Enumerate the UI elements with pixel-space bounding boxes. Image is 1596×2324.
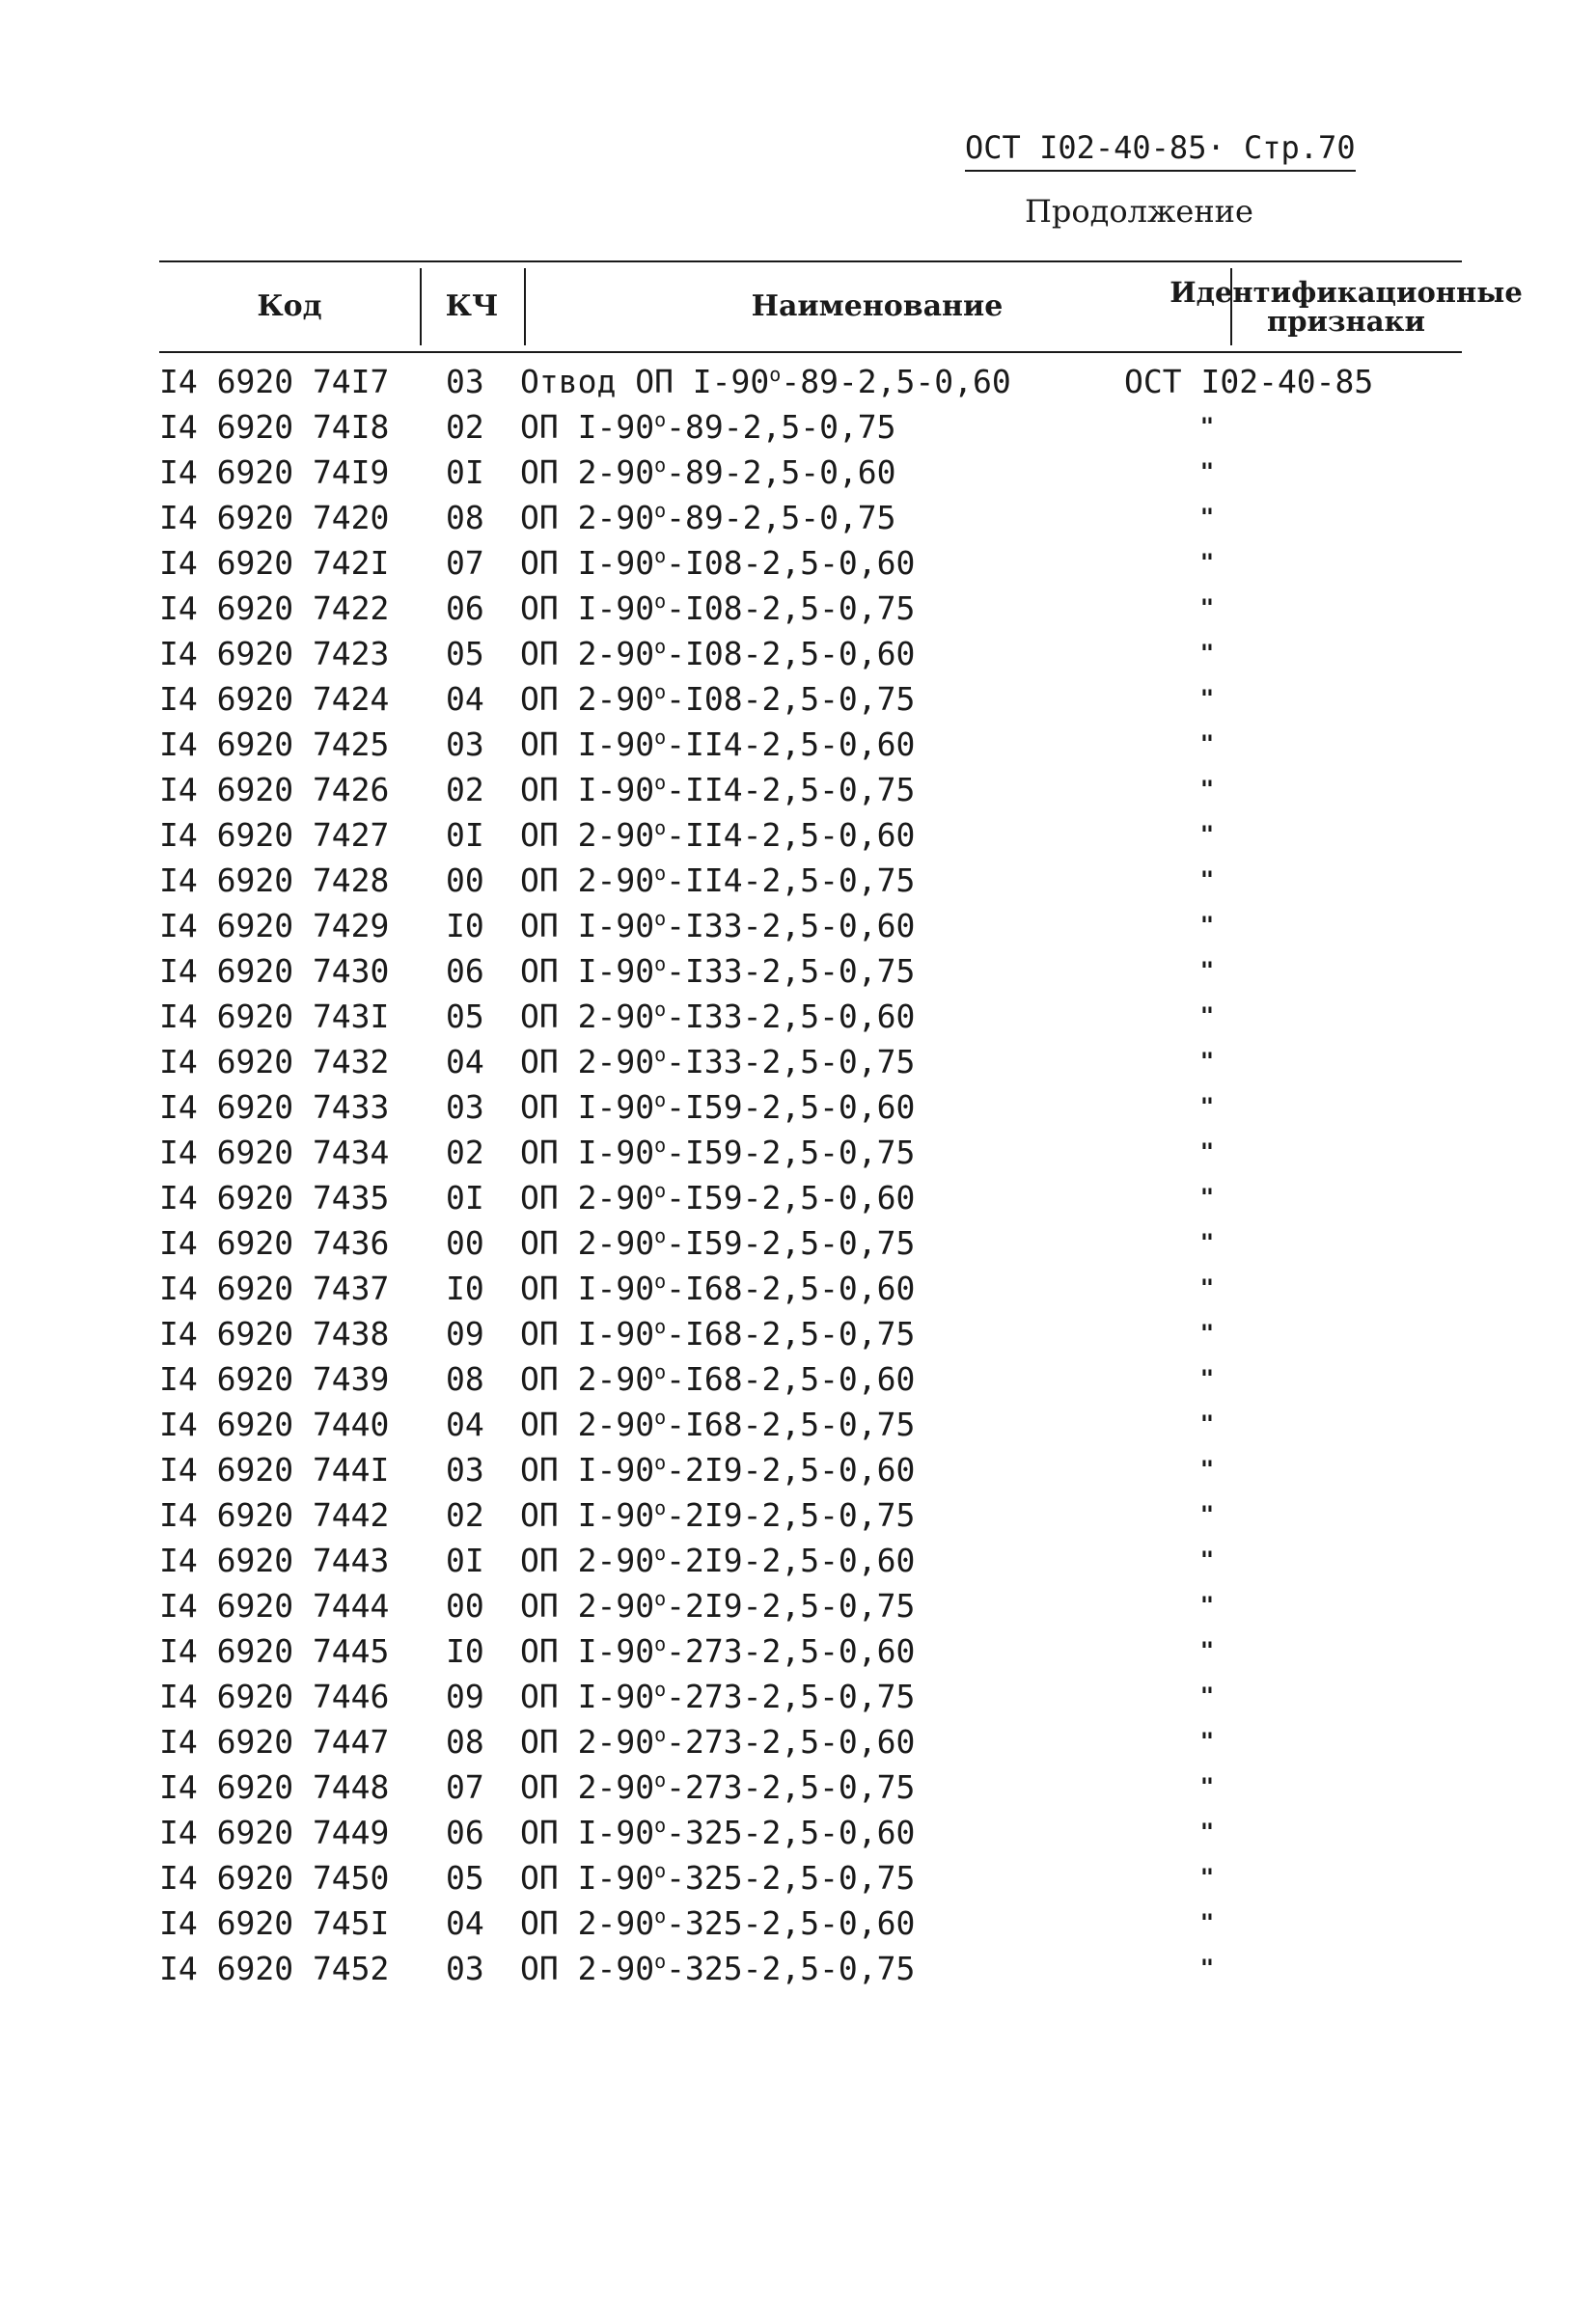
cell-kch: 05 [446,998,484,1035]
cell-kch: 03 [446,725,484,763]
degree-mark: o [654,1768,667,1791]
name-prefix: ОП I-90 [520,408,655,446]
name-prefix: ОП 2-90 [520,453,655,491]
degree-mark: o [654,861,667,885]
name-prefix: ОП 2-90 [520,1360,655,1398]
degree-mark: o [654,1814,667,1837]
table-row [159,1084,1462,1130]
cell-code: I4 6920 7429 [159,907,390,944]
column-header-code: Код [257,289,322,323]
degree-mark: o [654,725,667,749]
cell-ident-ditto: " [1199,912,1215,939]
degree-mark: o [654,816,667,839]
name-prefix: ОП 2-90 [520,680,655,718]
name-prefix: Отвод ОП I-90 [520,363,770,400]
table-row [159,495,1462,540]
name-suffix: -II4-2,5-0,60 [666,816,916,854]
cell-name [520,1039,1215,1084]
name-suffix: -325-2,5-0,75 [666,1950,916,1987]
degree-mark: o [654,1088,667,1111]
name-suffix: -I08-2,5-0,60 [666,544,916,582]
cell-kch: 08 [446,499,484,536]
cell-name [520,404,1215,450]
table-row [159,586,1462,631]
cell-code: I4 6920 7449 [159,1814,390,1851]
cell-name [520,631,1215,676]
table-row [159,1628,1462,1674]
cell-code: I4 6920 7428 [159,861,390,899]
cell-name [520,1719,1215,1764]
cell-ident-ditto: " [1199,1274,1215,1301]
cell-name [520,1447,1215,1492]
cell-ident-ditto: " [1199,549,1215,576]
name-suffix: -325-2,5-0,60 [666,1814,916,1851]
degree-mark: o [654,1270,667,1293]
degree-mark: o [654,998,667,1021]
name-prefix: ОП I-90 [520,1451,655,1489]
cell-name [520,1583,1215,1628]
cell-name [520,1628,1215,1674]
cell-code: I4 6920 7420 [159,499,390,536]
table-row [159,1402,1462,1447]
name-suffix: -273-2,5-0,60 [666,1723,916,1761]
cell-code: I4 6920 7445 [159,1632,390,1670]
name-suffix: -I08-2,5-0,60 [666,635,916,672]
cell-kch: 00 [446,1587,484,1625]
table-row [159,903,1462,948]
cell-kch: 04 [446,1043,484,1080]
table-row [159,722,1462,767]
table-row [159,1538,1462,1583]
cell-ident-ditto: " [1199,1909,1215,1936]
cell-kch: 05 [446,1859,484,1897]
cell-ident-ditto: " [1199,1773,1215,1800]
cell-kch: 07 [446,544,484,582]
name-suffix: -II4-2,5-0,60 [666,725,916,763]
cell-name [520,994,1215,1039]
cell-ident-ditto: " [1199,1682,1215,1709]
degree-mark: o [654,1360,667,1383]
degree-mark: o [654,408,667,431]
cell-code: I4 6920 7422 [159,589,390,627]
name-suffix: -I59-2,5-0,60 [666,1179,916,1217]
cell-name [520,1674,1215,1719]
cell-code: I4 6920 7440 [159,1406,390,1443]
degree-mark: o [654,635,667,658]
column-header-kch: КЧ [445,289,499,323]
name-prefix: ОП 2-90 [520,816,655,854]
cell-ident-ditto: " [1199,1546,1215,1573]
name-prefix: ОП I-90 [520,1496,655,1534]
cell-name [520,767,1215,812]
table-row [159,1039,1462,1084]
name-suffix: -89-2,5-0,75 [666,499,896,536]
cell-name [520,1492,1215,1538]
cell-code: I4 6920 7430 [159,952,390,990]
name-suffix: -273-2,5-0,60 [666,1632,916,1670]
cell-ident-ditto: " [1199,1184,1215,1211]
name-prefix: ОП I-90 [520,952,655,990]
name-prefix: ОП 2-90 [520,861,655,899]
table-row [159,1311,1462,1356]
cell-ident-ditto: " [1199,1728,1215,1755]
table-row [159,1764,1462,1810]
name-suffix: -I68-2,5-0,75 [666,1315,916,1353]
degree-mark: o [654,499,667,522]
cell-kch: 08 [446,1723,484,1761]
cell-name [520,495,1215,540]
cell-name [520,1084,1215,1130]
cell-code: I4 6920 7450 [159,1859,390,1897]
cell-ident-ditto: " [1199,413,1215,440]
cell-code: I4 6920 7438 [159,1315,390,1353]
cell-ident-ditto: " [1199,1864,1215,1891]
cell-kch: 00 [446,861,484,899]
cell-name [520,722,1215,767]
degree-mark: o [654,1632,667,1655]
cell-name [520,1810,1215,1855]
cell-ident-ditto: " [1199,730,1215,757]
degree-mark: o [654,1496,667,1519]
cell-name [520,948,1215,994]
name-prefix: ОП I-90 [520,1134,655,1171]
cell-ident-ditto: " [1199,1456,1215,1483]
table-row [159,450,1462,495]
cell-code: I4 6920 74I7 [159,363,390,400]
cell-kch: 04 [446,1904,484,1942]
cell-kch: 03 [446,1088,484,1126]
cell-ident-ditto: " [1199,821,1215,848]
degree-mark: o [654,1224,667,1247]
name-prefix: ОП 2-90 [520,1179,655,1217]
table-row [159,1900,1462,1946]
cell-code: I4 6920 7447 [159,1723,390,1761]
cell-code: I4 6920 74I9 [159,453,390,491]
cell-kch: 02 [446,1496,484,1534]
degree-mark: o [654,771,667,794]
degree-mark: o [654,1315,667,1338]
name-suffix: -325-2,5-0,60 [666,1904,916,1942]
table-row [159,1674,1462,1719]
cell-code: I4 6920 7443 [159,1542,390,1579]
cell-code: I4 6920 7423 [159,635,390,672]
cell-kch: 09 [446,1315,484,1353]
table-row [159,1583,1462,1628]
degree-mark: o [654,1134,667,1157]
cell-ident-ditto: " [1199,685,1215,712]
cell-ident-ditto: " [1199,1637,1215,1664]
table-row [159,1130,1462,1175]
cell-ident-ditto: " [1199,1138,1215,1165]
cell-ident-ditto: " [1199,1048,1215,1075]
degree-mark: o [654,952,667,975]
table-body [159,359,1462,1991]
name-suffix: -I59-2,5-0,75 [666,1224,916,1262]
cell-kch: 0I [446,816,484,854]
name-prefix: ОП 2-90 [520,1904,655,1942]
cell-ident-ditto: " [1199,1002,1215,1029]
cell-kch: 08 [446,1360,484,1398]
table-row [159,1810,1462,1855]
name-prefix: ОП I-90 [520,1315,655,1353]
cell-name [520,1130,1215,1175]
degree-mark: o [654,1950,667,1973]
cell-name [520,858,1215,903]
name-suffix: -I33-2,5-0,60 [666,998,916,1035]
name-prefix: ОП I-90 [520,907,655,944]
cell-kch: 06 [446,952,484,990]
table-row [159,1447,1462,1492]
degree-mark: o [654,1723,667,1746]
degree-mark: o [654,1406,667,1429]
cell-ident-ditto: " [1199,1592,1215,1619]
name-suffix: -I68-2,5-0,60 [666,1270,916,1307]
cell-code: I4 6920 7426 [159,771,390,808]
cell-name [520,1266,1215,1311]
degree-mark: o [654,1179,667,1202]
table-row [159,1946,1462,1991]
cell-code: I4 6920 7425 [159,725,390,763]
name-prefix: ОП I-90 [520,1814,655,1851]
cell-ident-ditto: " [1199,1410,1215,1437]
degree-mark: o [654,1043,667,1066]
cell-name [520,1356,1215,1402]
name-suffix: -II4-2,5-0,75 [666,771,916,808]
cell-code: I4 6920 7433 [159,1088,390,1126]
cell-name [520,359,1215,404]
name-suffix: -I59-2,5-0,60 [666,1088,916,1126]
column-header-name: Наименование [751,289,1004,323]
cell-kch: I0 [446,1270,484,1307]
cell-name [520,1311,1215,1356]
name-prefix: ОП 2-90 [520,1043,655,1080]
specification-table [159,260,1523,1991]
table-row [159,994,1462,1039]
cell-ident-ditto: " [1199,1501,1215,1528]
table-row [159,1175,1462,1220]
name-prefix: ОП I-90 [520,544,655,582]
name-prefix: ОП 2-90 [520,499,655,536]
name-prefix: ОП I-90 [520,1270,655,1307]
degree-mark: o [654,1678,667,1701]
degree-mark: o [654,1904,667,1928]
table-row [159,812,1462,858]
name-prefix: ОП I-90 [520,1632,655,1670]
cell-name [520,1402,1215,1447]
cell-ident-ditto: " [1199,866,1215,893]
degree-mark: o [654,1451,667,1474]
name-suffix: -I08-2,5-0,75 [666,589,916,627]
name-suffix: -I33-2,5-0,75 [666,952,916,990]
cell-kch: 00 [446,1224,484,1262]
cell-name [520,450,1215,495]
cell-code: I4 6920 742I [159,544,390,582]
name-prefix: ОП 2-90 [520,635,655,672]
cell-code: I4 6920 743I [159,998,390,1035]
cell-ident-ditto: " [1199,1093,1215,1120]
page-header [965,129,1380,172]
cell-code: I4 6920 744I [159,1451,390,1489]
cell-code: I4 6920 7452 [159,1950,390,1987]
table-row [159,1356,1462,1402]
cell-ident-ditto: " [1199,776,1215,803]
cell-kch: 03 [446,1451,484,1489]
degree-mark: o [654,589,667,613]
cell-ident-ditto: " [1199,594,1215,621]
cell-code: I4 6920 7444 [159,1587,390,1625]
name-suffix: -I33-2,5-0,60 [666,907,916,944]
cell-kch: 06 [446,589,484,627]
table-row [159,948,1462,994]
cell-kch: 03 [446,363,484,400]
cell-kch: 0I [446,1542,484,1579]
table-row [159,1855,1462,1900]
table-row [159,540,1462,586]
name-suffix: -2I9-2,5-0,60 [666,1542,916,1579]
cell-name [520,586,1215,631]
degree-mark: o [654,544,667,567]
cell-ident-ditto: " [1199,1229,1215,1256]
cell-code: I4 6920 7427 [159,816,390,854]
name-prefix: ОП 2-90 [520,1587,655,1625]
table-row [159,1719,1462,1764]
name-prefix: ОП 2-90 [520,1723,655,1761]
table-row [159,631,1462,676]
name-suffix: -I08-2,5-0,75 [666,680,916,718]
name-prefix: ОП 2-90 [520,1406,655,1443]
name-prefix: ОП 2-90 [520,1224,655,1262]
cell-kch: 0I [446,453,484,491]
name-suffix: -89-2,5-0,75 [666,408,896,446]
cell-kch: 09 [446,1678,484,1715]
cell-ident-ditto: " [1199,640,1215,667]
cell-name [520,676,1215,722]
cell-code: I4 6920 74I8 [159,408,390,446]
degree-mark: o [654,1542,667,1565]
cell-ident: ОСТ I02-40-85 [1124,363,1374,400]
name-prefix: ОП I-90 [520,589,655,627]
cell-code: I4 6920 745I [159,1904,390,1942]
cell-code: I4 6920 7424 [159,680,390,718]
name-suffix: -2I9-2,5-0,75 [666,1587,916,1625]
table-row [159,676,1462,722]
cell-kch: 02 [446,1134,484,1171]
table-row [159,404,1462,450]
degree-mark: o [769,363,782,386]
table-row [159,767,1462,812]
cell-kch: 04 [446,1406,484,1443]
degree-mark: o [654,680,667,703]
cell-name [520,1538,1215,1583]
cell-kch: 03 [446,1950,484,1987]
continuation-label: Продолжение [1025,193,1253,230]
cell-kch: 0I [446,1179,484,1217]
degree-mark: o [654,1859,667,1882]
name-prefix: ОП 2-90 [520,1768,655,1806]
name-suffix: -2I9-2,5-0,60 [666,1451,916,1489]
cell-code: I4 6920 7436 [159,1224,390,1262]
cell-ident-ditto: " [1199,1955,1215,1982]
name-prefix: ОП I-90 [520,771,655,808]
name-prefix: ОП I-90 [520,1088,655,1126]
name-suffix: -I68-2,5-0,75 [666,1406,916,1443]
table-row [159,1266,1462,1311]
cell-ident-ditto: " [1199,1320,1215,1347]
cell-kch: 02 [446,771,484,808]
cell-name [520,1855,1215,1900]
name-suffix: -273-2,5-0,75 [666,1768,916,1806]
cell-code: I4 6920 7439 [159,1360,390,1398]
column-header-ident: Идентификационные признаки [1169,276,1523,338]
cell-ident-ditto: " [1199,1365,1215,1392]
cell-code: I4 6920 7432 [159,1043,390,1080]
cell-kch: I0 [446,1632,484,1670]
name-suffix: -89-2,5-0,60 [666,453,896,491]
cell-kch: 05 [446,635,484,672]
name-suffix: -I68-2,5-0,60 [666,1360,916,1398]
cell-code: I4 6920 7437 [159,1270,390,1307]
table-row [159,858,1462,903]
cell-name [520,812,1215,858]
cell-name [520,1764,1215,1810]
cell-kch: I0 [446,907,484,944]
table-row [159,1220,1462,1266]
name-prefix: ОП 2-90 [520,1542,655,1579]
name-prefix: ОП 2-90 [520,1950,655,1987]
cell-code: I4 6920 7435 [159,1179,390,1217]
cell-code: I4 6920 7446 [159,1678,390,1715]
name-prefix: ОП I-90 [520,1678,655,1715]
degree-mark: o [654,907,667,930]
name-suffix: -II4-2,5-0,75 [666,861,916,899]
name-prefix: ОП 2-90 [520,998,655,1035]
name-suffix: -273-2,5-0,75 [666,1678,916,1715]
cell-kch: 07 [446,1768,484,1806]
cell-name [520,1946,1215,1991]
cell-code: I4 6920 7434 [159,1134,390,1171]
cell-name [520,903,1215,948]
table-row [159,1492,1462,1538]
degree-mark: o [654,453,667,477]
name-suffix: -325-2,5-0,75 [666,1859,916,1897]
standard-page-number: ОСТ I02-40-85· Стр.70 [965,129,1356,172]
degree-mark: o [654,1587,667,1610]
cell-name [520,1220,1215,1266]
cell-code: I4 6920 7442 [159,1496,390,1534]
cell-kch: 04 [446,680,484,718]
table-header [159,260,1523,353]
cell-code: I4 6920 7448 [159,1768,390,1806]
cell-ident-ditto: " [1199,957,1215,984]
name-suffix: -89-2,5-0,60 [781,363,1011,400]
name-prefix: ОП I-90 [520,1859,655,1897]
cell-kch: 02 [446,408,484,446]
cell-name [520,1900,1215,1946]
cell-ident-ditto: " [1199,458,1215,485]
name-prefix: ОП I-90 [520,725,655,763]
cell-ident-ditto: " [1199,504,1215,531]
name-suffix: -2I9-2,5-0,75 [666,1496,916,1534]
cell-kch: 06 [446,1814,484,1851]
name-suffix: -I33-2,5-0,75 [666,1043,916,1080]
table-row [159,359,1462,404]
cell-name [520,1175,1215,1220]
cell-name [520,540,1215,586]
name-suffix: -I59-2,5-0,75 [666,1134,916,1171]
cell-ident-ditto: " [1199,1818,1215,1846]
